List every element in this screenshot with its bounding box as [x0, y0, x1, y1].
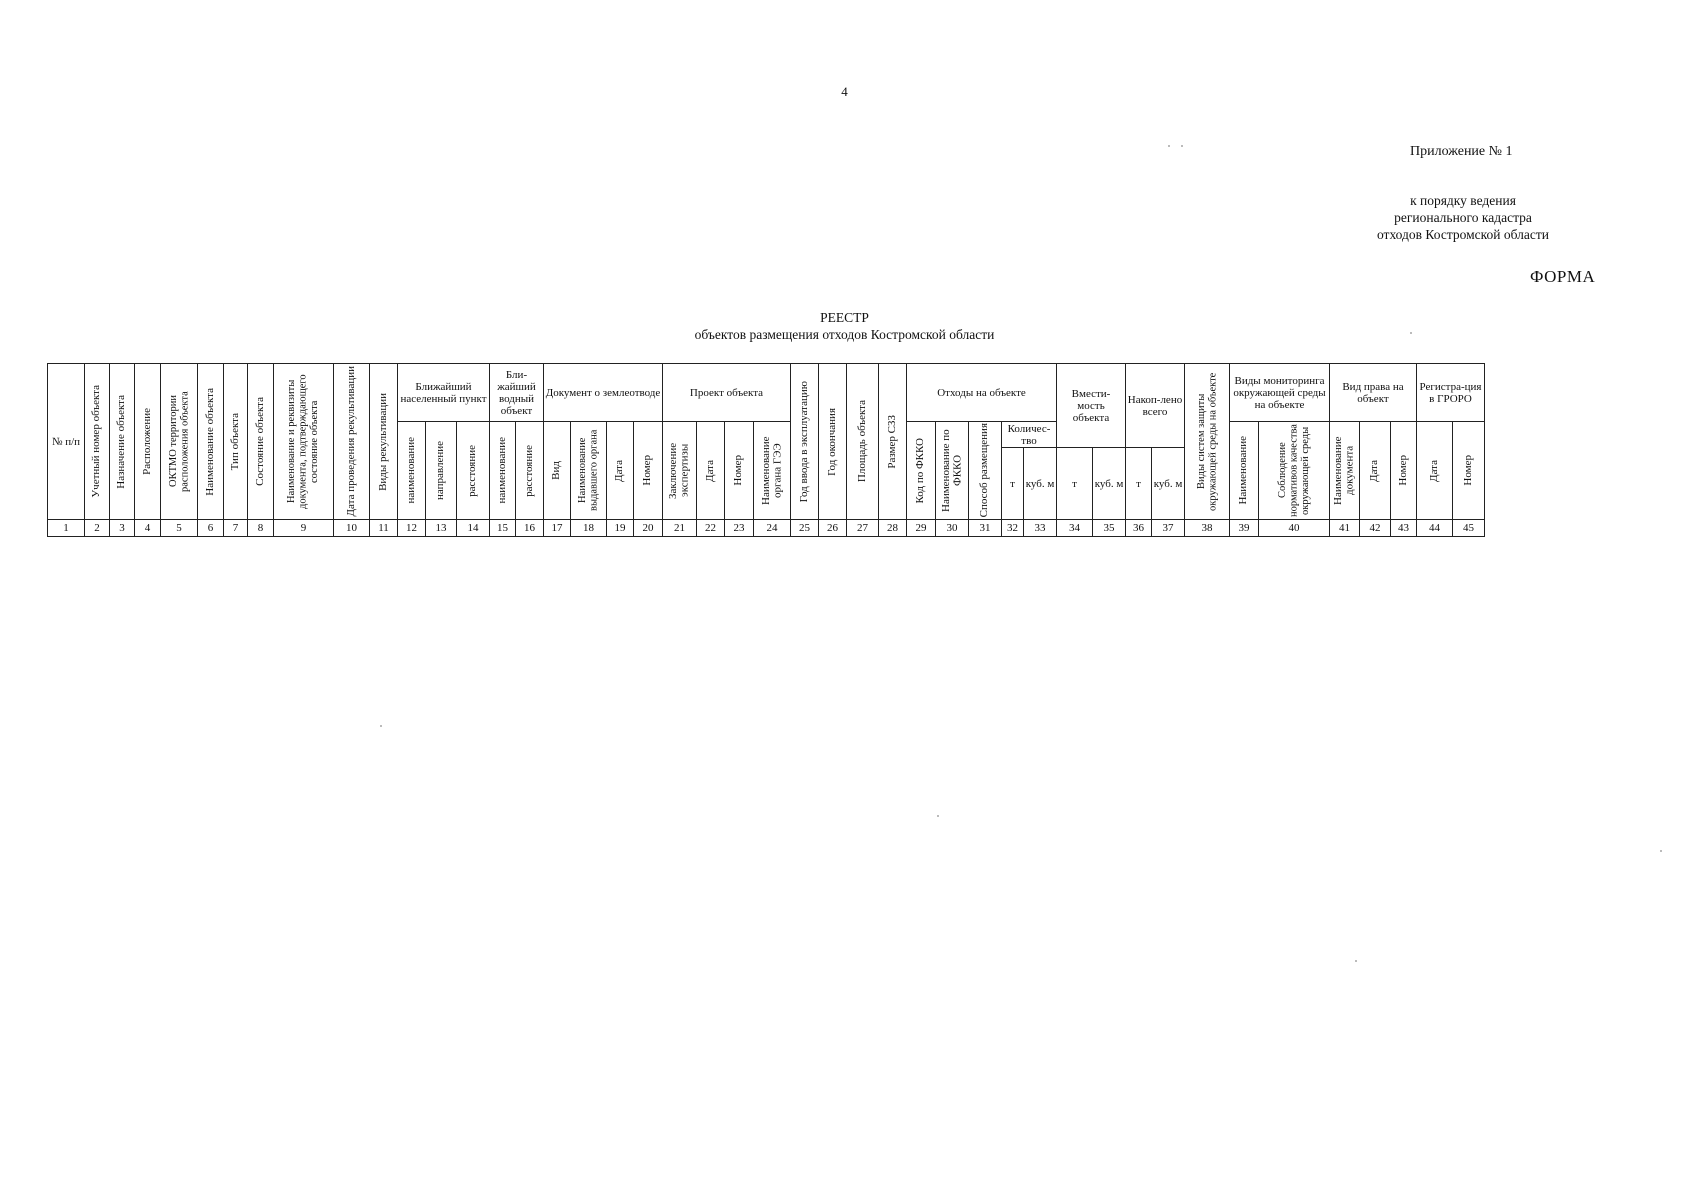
column-header-cell: [543, 421, 571, 520]
group-header: Отходы на объекте: [937, 386, 1026, 399]
column-header: направление: [434, 441, 447, 500]
column-number: 36: [1133, 522, 1144, 534]
column-header: расстояние: [522, 444, 535, 497]
column-number-cell: [197, 519, 224, 537]
group-header-cell: [397, 363, 490, 422]
column-header-cell: [570, 421, 607, 520]
column-number: 33: [1034, 522, 1046, 534]
column-number: 34: [1069, 522, 1080, 534]
column-header-cell: [369, 363, 398, 520]
column-number: 37: [1162, 522, 1174, 534]
column-header-cell: [1001, 447, 1024, 520]
column-header-cell: [662, 421, 697, 520]
column-header: Состояние объекта: [253, 397, 266, 486]
column-header-cell: [935, 421, 969, 520]
column-number: 17: [551, 522, 563, 534]
column-number-cell: [570, 519, 607, 537]
column-header: наименование: [495, 437, 508, 504]
column-number: 32: [1007, 522, 1018, 534]
column-number: 1: [63, 522, 69, 534]
column-header: Год окончания: [825, 407, 838, 476]
column-number-cell: [489, 519, 516, 537]
column-number-cell: [1452, 519, 1485, 537]
column-number-cell: [1125, 519, 1152, 537]
group-header-cell: [1229, 363, 1330, 422]
column-header-cell: [109, 363, 135, 520]
scan-speck: [1181, 145, 1183, 147]
appendix-reference: [1318, 192, 1608, 243]
column-header: Наименование выдавшего органа: [577, 429, 600, 512]
column-number: 3: [119, 522, 125, 534]
column-header-cell: [47, 363, 85, 520]
column-number: 44: [1429, 522, 1440, 534]
column-header-cell: [160, 363, 198, 520]
column-number: 2: [94, 522, 100, 534]
column-header: № п/п: [51, 435, 81, 448]
column-number-cell: [662, 519, 697, 537]
column-header-cell: [1452, 421, 1485, 520]
column-number: 8: [257, 522, 264, 534]
column-number-cell: [696, 519, 725, 537]
column-number: 5: [176, 522, 182, 534]
column-number-cell: [753, 519, 791, 537]
column-header-cell: [223, 363, 248, 520]
column-number: 29: [915, 522, 927, 534]
column-header: Наименование объекта: [203, 387, 216, 496]
scan-speck: [937, 815, 939, 817]
appendix-reference-line: отходов Костромской области: [1376, 227, 1550, 242]
column-number: 16: [524, 522, 535, 534]
column-header-cell: [1359, 421, 1391, 520]
column-number-cell: [160, 519, 198, 537]
column-header: Тип объекта: [228, 412, 241, 471]
column-number: 31: [979, 522, 991, 534]
column-header: Наименование: [1237, 436, 1250, 505]
column-number-cell: [1229, 519, 1259, 537]
column-header-cell: [753, 421, 791, 520]
group-header: Ближайший населенный пункт: [400, 380, 487, 405]
column-number-cell: [633, 519, 663, 537]
group-header: Вид права на объект: [1342, 380, 1404, 405]
column-number: 18: [583, 522, 594, 534]
group-header: Виды мониторинга окружающей среды на объекте: [1233, 374, 1326, 411]
column-header: Номер: [641, 455, 654, 486]
column-header-cell: [515, 421, 544, 520]
column-header: Номер: [732, 455, 745, 486]
column-number-cell: [878, 519, 907, 537]
column-header: Вид: [550, 461, 563, 480]
column-number-cell: [134, 519, 161, 537]
group-header: Вмести-мость объекта: [1071, 387, 1111, 424]
column-header-cell: [1125, 447, 1152, 520]
appendix-reference-line: к порядку ведения: [1410, 193, 1516, 208]
column-number-cell: [1416, 519, 1453, 537]
column-header-cell: [397, 421, 426, 520]
column-header-cell: [456, 421, 490, 520]
column-number-cell: [1390, 519, 1417, 537]
column-header: наименование: [404, 437, 417, 504]
column-header: Площадь объекта: [855, 400, 868, 483]
column-number-cell: [724, 519, 754, 537]
column-number-cell: [1023, 519, 1057, 537]
column-number: 10: [346, 522, 357, 534]
column-number: 7: [232, 522, 239, 534]
group-header: Бли-жайший водный объект: [497, 368, 536, 417]
column-number: 43: [1398, 522, 1409, 534]
appendix-title: Приложение № 1: [1410, 144, 1513, 159]
column-number: 45: [1463, 522, 1474, 534]
column-number: 4: [144, 522, 151, 534]
column-header: Номер: [1396, 455, 1409, 486]
group-header-cell: [1329, 363, 1417, 422]
column-number-cell: [425, 519, 457, 537]
column-number: 25: [799, 522, 810, 534]
column-header-cell: [790, 363, 819, 520]
column-number-cell: [47, 519, 85, 537]
column-header: куб. м: [1094, 477, 1124, 490]
column-header-cell: [1390, 421, 1417, 520]
column-header: Дата проведения рекультивации: [344, 366, 357, 517]
column-number: 39: [1238, 522, 1250, 534]
column-number-cell: [1056, 519, 1093, 537]
column-header: Номер: [1461, 455, 1474, 486]
column-number-cell: [1359, 519, 1391, 537]
column-number: 35: [1103, 522, 1115, 534]
column-header-cell: [818, 363, 847, 520]
column-header: Виды рекультивации: [376, 392, 389, 491]
column-header-cell: [696, 421, 725, 520]
column-header: Дата: [1368, 459, 1381, 482]
column-number: 26: [827, 522, 838, 534]
column-number-cell: [790, 519, 819, 537]
column-number-cell: [515, 519, 544, 537]
column-number: 6: [207, 522, 214, 534]
group-header: Регистра-ция в ГРОРО: [1419, 380, 1482, 405]
column-header: Дата: [1427, 459, 1440, 482]
column-header-cell: [1023, 447, 1057, 520]
column-header-cell: [724, 421, 754, 520]
column-number: 23: [733, 522, 745, 534]
column-number: 22: [705, 522, 716, 534]
group-header-cell: [543, 363, 663, 422]
column-number-cell: [968, 519, 1002, 537]
scan-speck: [1168, 145, 1170, 147]
column-header: ОКТМО территории расположения объекта: [167, 391, 190, 492]
register-subtitle: объектов размещения отходов Костромской области: [694, 327, 995, 342]
group-header-cell: [1056, 363, 1126, 448]
column-number-cell: [223, 519, 248, 537]
column-number: 11: [378, 522, 389, 534]
column-number-cell: [935, 519, 969, 537]
column-header-cell: [878, 363, 907, 520]
column-header-cell: [425, 421, 457, 520]
column-number-cell: [273, 519, 334, 537]
column-number: 30: [946, 522, 958, 534]
column-number-cell: [906, 519, 936, 537]
column-header: Расположение: [140, 408, 153, 475]
column-number: 15: [497, 522, 508, 534]
column-number: 27: [857, 522, 868, 534]
group-header: Количес-тво: [1007, 422, 1051, 447]
column-number: 12: [406, 522, 417, 534]
column-number: 19: [614, 522, 626, 534]
group-header: Проект объекта: [689, 386, 764, 399]
column-header-cell: [1258, 421, 1330, 520]
column-number-cell: [818, 519, 847, 537]
group-header-cell: [489, 363, 544, 422]
column-header-cell: [1329, 421, 1360, 520]
page-number: 4: [841, 84, 848, 99]
column-header-cell: [633, 421, 663, 520]
column-number-cell: [1258, 519, 1330, 537]
group-header-cell: [662, 363, 791, 422]
column-number: 13: [435, 522, 447, 534]
column-number: 24: [766, 522, 778, 534]
column-number: 9: [300, 522, 307, 534]
group-header-cell: [906, 363, 1057, 422]
column-header-cell: [197, 363, 224, 520]
column-number-cell: [333, 519, 370, 537]
scan-speck: [1660, 850, 1662, 852]
column-header: Заключение экспертизы: [667, 442, 691, 499]
column-header: Назначение объекта: [115, 394, 128, 489]
column-number-cell: [1151, 519, 1185, 537]
column-number-cell: [247, 519, 274, 537]
column-number: 21: [674, 522, 685, 534]
column-header: куб. м: [1025, 477, 1055, 490]
column-header: Размер СЗЗ: [885, 414, 898, 469]
column-number-cell: [1329, 519, 1360, 537]
column-number: 14: [467, 522, 479, 534]
group-header: Накоп-лено всего: [1127, 393, 1183, 418]
column-header: Наименование органа ГЭЭ: [759, 436, 783, 505]
column-header-cell: [1056, 447, 1093, 520]
column-number-cell: [1184, 519, 1230, 537]
column-number: 42: [1369, 522, 1381, 534]
column-number-cell: [1092, 519, 1126, 537]
column-header-cell: [846, 363, 879, 520]
column-number: 20: [642, 522, 654, 534]
column-header-cell: [606, 421, 634, 520]
column-number: 41: [1339, 522, 1350, 534]
column-header: т: [1136, 477, 1141, 490]
column-header-cell: [1229, 421, 1259, 520]
column-header-cell: [968, 421, 1002, 520]
column-header-cell: [1184, 363, 1230, 520]
column-number-cell: [606, 519, 634, 537]
column-number-cell: [543, 519, 571, 537]
register-table: [47, 363, 1604, 536]
column-header: Год ввода в эксплуатацию: [797, 380, 810, 503]
column-number-cell: [369, 519, 398, 537]
column-header-cell: [333, 363, 370, 520]
register-title: РЕЕСТР: [820, 310, 869, 325]
appendix-reference-line: регионального кадастра: [1394, 210, 1532, 225]
column-number-cell: [846, 519, 879, 537]
column-header: Виды систем защиты окружающей среды на объекте: [1195, 372, 1218, 511]
group-header: Документ о землеотводе: [545, 386, 661, 399]
column-header-cell: [1092, 447, 1126, 520]
column-header-cell: [273, 363, 334, 520]
column-number-cell: [84, 519, 110, 537]
column-header-cell: [134, 363, 161, 520]
column-header: Дата: [613, 459, 626, 482]
column-number-cell: [1001, 519, 1024, 537]
scan-speck: [1410, 332, 1412, 334]
column-header-cell: [1416, 421, 1453, 520]
scan-speck: [1355, 960, 1357, 962]
column-header: Дата: [703, 459, 716, 482]
column-header: т: [1072, 477, 1077, 490]
group-header-cell: [1125, 363, 1185, 448]
form-label: ФОРМА: [1530, 267, 1596, 286]
column-header: куб. м: [1153, 477, 1183, 490]
group-header-cell: [1001, 421, 1057, 448]
column-number: 38: [1201, 522, 1213, 534]
column-header-cell: [84, 363, 110, 520]
column-header-cell: [489, 421, 516, 520]
column-header: т: [1010, 477, 1015, 490]
column-number-cell: [397, 519, 426, 537]
column-header: Наименование по ФККО: [939, 429, 963, 512]
column-header: Учетный номер объекта: [90, 385, 103, 498]
column-number: 28: [887, 522, 898, 534]
column-header-cell: [906, 421, 936, 520]
column-header: расстояние: [466, 444, 479, 497]
column-header-cell: [1151, 447, 1185, 520]
column-header: Способ размещения: [978, 423, 991, 518]
column-header: Соблюдение нормативов качества окружающей среды: [1276, 424, 1311, 517]
column-header: Наименование документа: [1332, 436, 1356, 505]
column-number-cell: [456, 519, 490, 537]
group-header-cell: [1416, 363, 1485, 422]
column-number: 40: [1288, 522, 1300, 534]
column-header: Код по ФККО: [914, 437, 927, 504]
column-number-cell: [109, 519, 135, 537]
column-header: Наименование и реквизиты документа, подтверждающего состояние объекта: [286, 374, 321, 509]
scan-speck: [380, 725, 382, 727]
column-header-cell: [247, 363, 274, 520]
